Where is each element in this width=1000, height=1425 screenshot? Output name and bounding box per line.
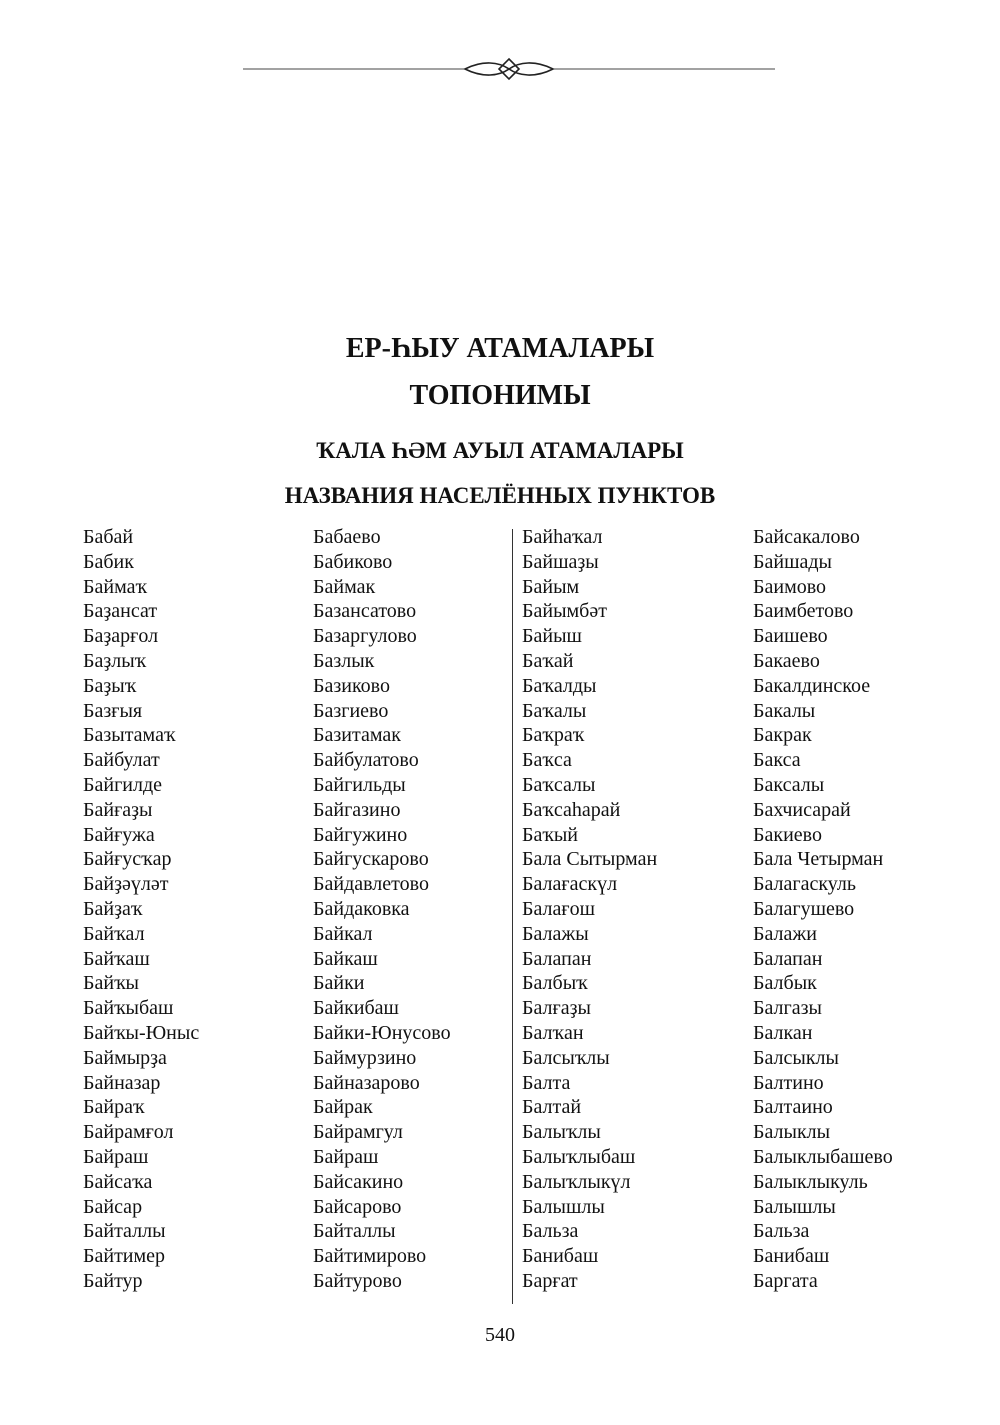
list-item: Байкаш: [313, 947, 378, 970]
column-left-russian: [313, 525, 451, 1294]
title-russian: ТОПОНИМЫ: [409, 380, 591, 411]
list-item: Байтур: [83, 1269, 143, 1292]
list-item: Балыклыкуль: [753, 1170, 868, 1193]
list-item: Балсыҡлы: [522, 1046, 610, 1069]
list-item: Бабик: [83, 550, 134, 573]
list-item: Балапан: [753, 947, 823, 970]
list-item: Базғыя: [83, 699, 143, 722]
header-ornament: [243, 56, 775, 82]
list-item: Балтаино: [753, 1096, 833, 1119]
list-item: Балкан: [753, 1021, 813, 1044]
list-item: Балсыклы: [753, 1046, 839, 1069]
list-item: Базансатово: [313, 600, 417, 623]
list-item: Балыҡлы: [522, 1121, 601, 1144]
list-item: Баргата: [753, 1269, 818, 1292]
list-item: Базлык: [313, 649, 375, 672]
list-item: Балғаҙы: [522, 997, 591, 1020]
list-item: Балажы: [522, 922, 589, 945]
list-item: Байраҡ: [83, 1096, 145, 1119]
list-item: Баҡса: [522, 749, 572, 772]
list-item: Байрак: [313, 1096, 373, 1119]
list-item: Баҙарғол: [83, 625, 159, 648]
list-item: Барғат: [522, 1269, 578, 1292]
list-item: Бальза: [522, 1220, 579, 1243]
list-item: Балгазы: [753, 997, 822, 1020]
list-item: Байғаҙы: [83, 798, 153, 821]
list-item: Байбулат: [83, 749, 160, 772]
list-item: Балыклыбашево: [753, 1145, 893, 1168]
list-item: Бабиково: [313, 550, 393, 573]
list-item: Баҡсалы: [522, 773, 596, 796]
list-item: Балтай: [522, 1096, 582, 1119]
list-item: Баҙансат: [83, 600, 158, 623]
list-item: Балтино: [753, 1071, 824, 1094]
list-item: Балбыҡ: [522, 972, 588, 995]
list-item: Байки: [313, 972, 365, 995]
list-item: Баҡалды: [522, 674, 597, 697]
list-item: Бала Четырман: [753, 848, 884, 871]
list-item: Байым: [522, 575, 580, 598]
list-item: Байталлы: [313, 1220, 396, 1243]
list-item: Байсаҡа: [83, 1170, 153, 1193]
list-item: Байназарово: [313, 1071, 420, 1094]
column-right-bashkir: [522, 525, 657, 1294]
list-item: Байкал: [313, 922, 373, 945]
list-item: Баҙлыҡ: [83, 649, 147, 672]
list-item: Байраш: [83, 1145, 149, 1168]
list-item: Байкибаш: [313, 997, 399, 1020]
list-item: Балыҡлыкүл: [522, 1170, 631, 1193]
list-item: Байҡыбаш: [83, 997, 174, 1020]
list-item: Бакаево: [753, 649, 820, 672]
list-item: Балышлы: [753, 1195, 836, 1218]
list-item: Байҡаш: [83, 947, 150, 970]
list-item: Балбык: [753, 972, 817, 995]
list-item: Балағош: [522, 897, 595, 920]
list-item: Бакиево: [753, 823, 822, 846]
list-item: Байҙаҡ: [83, 897, 143, 920]
list-item: Байдаковка: [313, 897, 410, 920]
list-item: Бакрак: [753, 724, 812, 747]
list-item: Балыклы: [753, 1121, 831, 1144]
list-item: Байсар: [83, 1195, 143, 1218]
column-right-russian: [753, 525, 893, 1294]
list-item: Байғусҡар: [83, 848, 172, 871]
list-item: Байраш: [313, 1145, 379, 1168]
subtitle-bashkir: ҠАЛА ҺӘМ АУЫЛ АТАМАЛАРЫ: [316, 438, 684, 463]
list-item: Балагушево: [753, 897, 855, 920]
list-item: Байһаҡал: [522, 526, 603, 548]
title-bashkir: ЕР-ҺЫУ АТАМАЛАРЫ: [345, 333, 655, 364]
list-item: Балажи: [753, 922, 817, 945]
list-item: Балагаскуль: [753, 873, 857, 896]
list-item: Баҡалы: [522, 699, 587, 722]
list-item: Бакса: [753, 749, 801, 772]
list-item: Баҡай: [522, 649, 574, 672]
list-item: Баишево: [753, 625, 828, 648]
list-item: Бахчисарай: [753, 798, 851, 821]
list-item: Баҡсаһарай: [522, 798, 621, 821]
list-item: Базаргулово: [313, 625, 417, 648]
column-divider: [512, 529, 513, 1304]
list-item: Байҙәүләт: [83, 873, 169, 896]
list-item: Бабай: [83, 526, 134, 548]
list-item: Балыҡлыбаш: [522, 1145, 636, 1168]
list-item: Баимбетово: [753, 600, 854, 623]
list-item: Баксалы: [753, 773, 825, 796]
list-item: Байталлы: [83, 1220, 166, 1243]
page-number: 540: [485, 1324, 515, 1346]
list-item: Баймурзино: [313, 1046, 417, 1069]
list-item: Байҡы-Юныс: [83, 1021, 200, 1044]
list-item: Байшады: [753, 550, 832, 573]
list-item: Байымбәт: [522, 600, 607, 623]
list-item: Бакалдинское: [753, 674, 871, 697]
list-item: Байгужино: [313, 823, 408, 846]
list-item: Банибаш: [522, 1245, 599, 1268]
subtitle-russian: НАЗВАНИЯ НАСЕЛЁННЫХ ПУНКТОВ: [284, 483, 716, 508]
list-item: Баҡраҡ: [522, 724, 585, 747]
list-item: Байтимирово: [313, 1245, 427, 1268]
list-item: Бакалы: [753, 699, 816, 722]
column-left-bashkir: [83, 525, 199, 1294]
list-item: Байҡы: [83, 972, 139, 995]
list-item: Базытамаҡ: [83, 724, 176, 747]
list-item: Байки-Юнусово: [313, 1021, 451, 1044]
list-item: Балта: [522, 1071, 571, 1094]
list-item: Байҡал: [83, 922, 145, 945]
list-item: Банибаш: [753, 1245, 830, 1268]
list-item: Базитамак: [313, 724, 401, 747]
list-item: Баймаҡ: [83, 575, 147, 598]
list-item: Баҙыҡ: [83, 674, 137, 697]
list-item: Байрамгул: [313, 1121, 403, 1144]
list-item: Баимово: [753, 575, 827, 598]
list-item: Байтимер: [83, 1245, 166, 1268]
list-item: Бабаево: [313, 526, 381, 548]
list-item: Байбулатово: [313, 749, 419, 772]
list-item: Балҡан: [522, 1021, 584, 1044]
list-item: Баймырҙа: [83, 1046, 167, 1069]
list-item: Байшаҙы: [522, 550, 599, 573]
list-item: Байгускарово: [313, 848, 429, 871]
list-item: Базгиево: [313, 699, 389, 722]
list-item: Байгильды: [313, 773, 406, 796]
list-item: Байрамғол: [83, 1121, 174, 1144]
list-item: Балапан: [522, 947, 592, 970]
list-item: Байназар: [83, 1071, 161, 1094]
list-item: Байгилде: [83, 773, 163, 796]
list-item: Байсакалово: [753, 526, 860, 548]
list-item: Баймак: [313, 575, 376, 598]
list-item: Байыш: [522, 625, 582, 648]
list-item: Байдавлетово: [313, 873, 429, 896]
list-item: Байтурово: [313, 1269, 402, 1292]
list-item: Байгазино: [313, 798, 401, 821]
list-item: Бала Сытырман: [522, 848, 658, 871]
list-item: Баҡый: [522, 823, 578, 846]
list-item: Байсакино: [313, 1170, 404, 1193]
list-item: Бальза: [753, 1220, 810, 1243]
list-item: Базиково: [313, 674, 390, 697]
list-item: Байсарово: [313, 1195, 402, 1218]
list-item: Балағаскүл: [522, 873, 618, 896]
list-item: Байғужа: [83, 823, 155, 846]
list-item: Балышлы: [522, 1195, 605, 1218]
